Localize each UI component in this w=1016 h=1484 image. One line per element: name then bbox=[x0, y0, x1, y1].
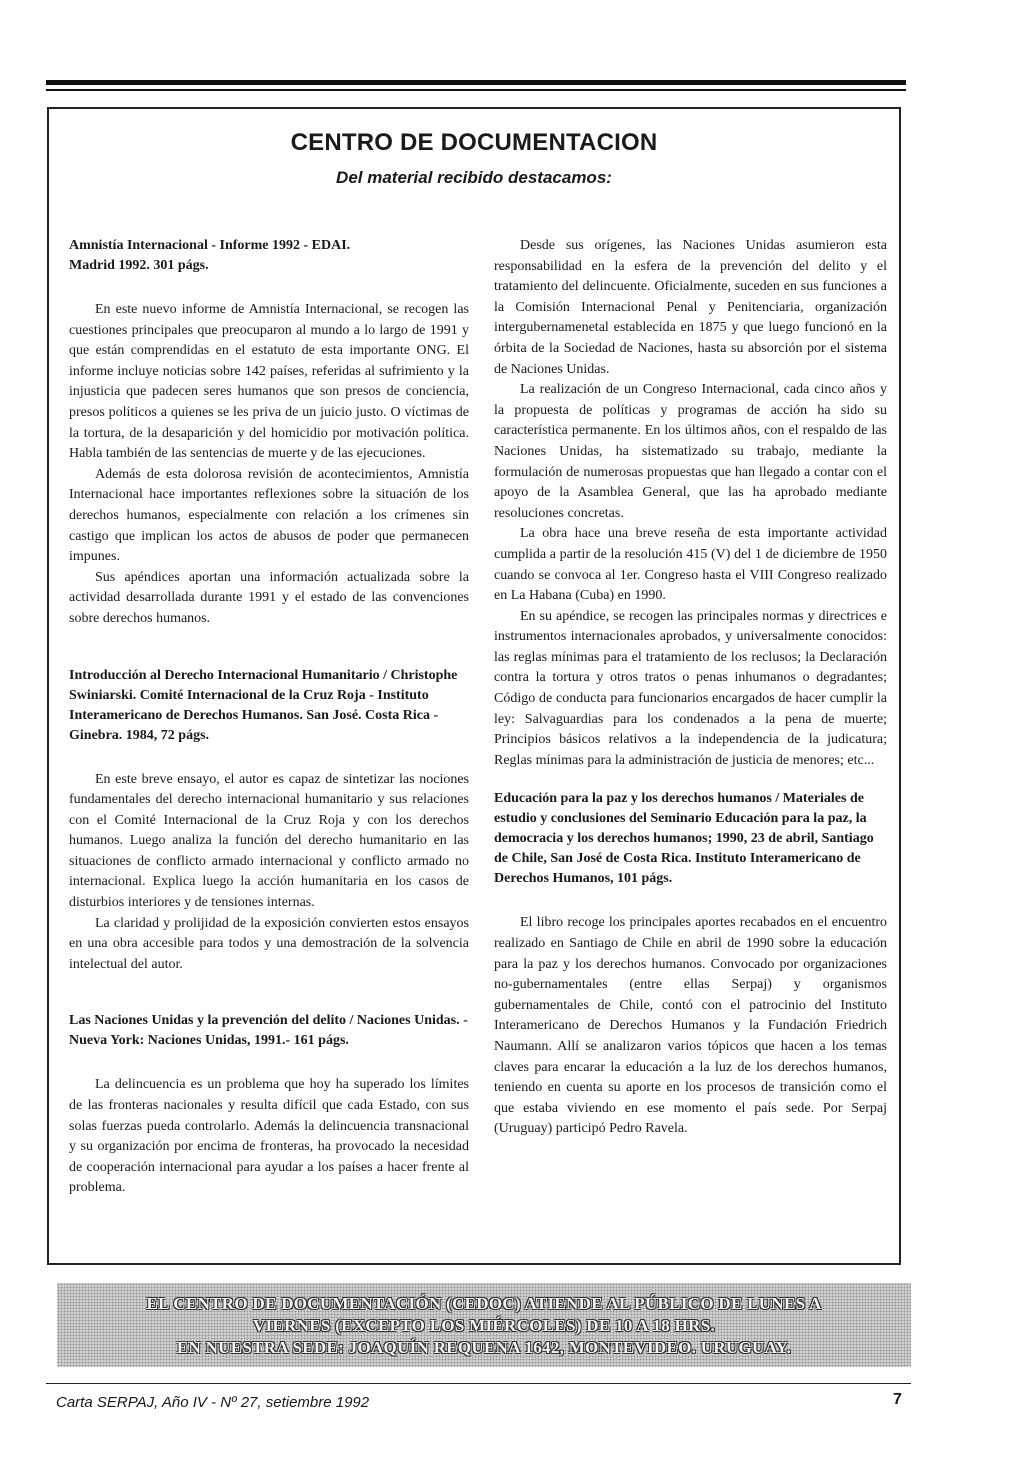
entry-paragraph: La claridad y prolijidad de la exposición convierten estos ensayos en una obra accesible para todos y una demostración de la solvencia intelectual del autor. bbox=[69, 915, 469, 972]
entry-paragraph: Desde sus orígenes, las Naciones Unidas asumieron esta responsabilidad en la esfera de la prevención del delito y el tratamiento del delincuente. Oficialmente, suceden en sus funciones a la Comisión Internacional Penal y Penitenciaria, organización intergubernamenetal establecida en 1875 y que luego funcionó en la órbita de la Sociedad de Naciones, hasta su absorción por el sistema de Naciones Unidas. bbox=[494, 238, 887, 377]
book-entry-derecho-humanitario bbox=[69, 666, 469, 976]
entry-heading: Las Naciones Unidas y la prevención del delito / Naciones Unidas. - Nueva York: Naciones Unidas, 1991.- 161 págs. bbox=[69, 1013, 468, 1049]
entry-paragraph: En este breve ensayo, el autor es capaz de sintetizar las nociones fundamentales del derecho internacional humanitario y sus relaciones con el Comité Internacional de la Cruz Roja y con los derechos humanos. Luego analiza la función del derecho humanitario en las situaciones de conflicto armado internacional y conflicto armado no internacional. Explica luego la acción humanitaria en los casos de disturbios interiores y de tensiones internas. bbox=[69, 771, 469, 911]
entry-paragraph: Además de esta dolorosa revisión de acontecimientos, Amnistía Internacional hace importantes reflexiones sobre la situación de los derechos humanos, especialmente con relación a los crímenes sin castigo que implican los actos de abusos de poder que permanecen impunes. bbox=[69, 466, 469, 565]
entry-paragraph: La obra hace una breve reseña de esta importante actividad cumplida a partir de la resolución 415 (V) del 1 de diciembre de 1950 cuando se convoca al 1er. Congreso hasta el VIII Congreso realizado en La Habana (Cuba) en 1990. bbox=[494, 526, 887, 604]
entry-heading: Introducción al Derecho Internacional Humanitario / Christophe Swiniarski. Comité Internacional de la Cruz Roja - Instituto Interamericano de Derechos Humanos. San José. Costa Rica - Ginebra. 1984, 72 págs. bbox=[69, 667, 458, 743]
entry-paragraph: El libro recoge los principales aportes recabados en el encuentro realizado en Santiago de Chile en abril de 1990 sobre la educación para la paz y los derechos humanos. Convocado por organizaciones no-gubernamentales (entre ellas Serpaj) y organismos gubernamentales de Chile, contó con el patrocinio del Instituto Interamericano de Derechos Humanos y la Fundación Friedrich Naumann. Allí se analizaron varios tópicos que hacen a los temas claves para encarar la educación a la luz de los derechos humanos, teniendo en cuenta su aporte en los procesos de transición como el que estaba viviendo en ese momento el país sede. Por Serpaj (Uruguay) participó Pedro Ravela. bbox=[494, 915, 887, 1137]
entry-paragraph: Sus apéndices aportan una información actualizada sobre la actividad desarrollada durante 1991 y el estado de las convenciones sobre derechos humanos. bbox=[69, 569, 469, 626]
document-frame bbox=[47, 107, 901, 1265]
entry-heading-line: Amnistía Internacional - Informe 1992 - EDAI. bbox=[69, 238, 351, 253]
page-number: 7 bbox=[893, 1391, 902, 1408]
page-title: CENTRO DE DOCUMENTACION bbox=[290, 129, 658, 156]
book-entry-naciones-unidas-continued bbox=[494, 236, 887, 771]
entry-paragraph: La realización de un Congreso Internacional, cada cinco años y la propuesta de políticas y programas de acción ha sido su característica permanente. En los últimos años, con el respaldo de las Naciones Unidas, ha sistematizado su trabajo, mediante la formulación de numerosas propuestas que han llegado a contar con el apoyo de la Asamblea General, que las ha aprobado mediante resoluciones concretas. bbox=[494, 382, 887, 521]
page-subtitle: Del material recibido destacamos: bbox=[336, 168, 612, 187]
entry-paragraph: En su apéndice, se recogen las principales normas y directrices e instrumentos internacionales aprobados, y universalmente conocidos: las reglas mínimas para el tratamiento de los reclusos; la Declaración contra la tortura y otros tratos o penas inhumanos o degradantes; Código de conducta para funcionarios encargados de hacer cumplir la ley: Salvaguardias para los condenados a la pena de muerte; Principios básicos relativos a la independencia de la judicatura; Reglas mínimas para la administración de justicia de menores; etc... bbox=[494, 608, 887, 768]
book-entry-naciones-unidas bbox=[69, 1011, 469, 1199]
banner-line: EN NUESTRA SEDE: JOAQUÍN REQUENA 1642, MONTEVIDEO. URUGUAY. bbox=[176, 1338, 792, 1357]
footer-rule bbox=[46, 1383, 911, 1384]
left-column bbox=[69, 236, 469, 1199]
entry-paragraph: En este nuevo informe de Amnistía Internacional, se recogen las cuestiones principales que preocuparon al mundo a lo largo de 1991 y que están comprendidas en el estatuto de esta importante ONG. El informe incluye noticias sobre 142 países, referidas al sufrimiento y la injusticia que padecen seres humanos que son presos de conciencia, presos políticos a quienes se les priva de un juicio justo. O víctimas de la tortura, de la desaparición y del homicidio por motivación política. Habla también de las sentencias de muerte y de las ejecuciones. bbox=[69, 302, 469, 462]
top-rule-thin bbox=[46, 89, 906, 91]
right-column bbox=[494, 236, 887, 1140]
banner-line: VIERNES (EXCEPTO LOS MIÉRCOLES) DE 10 A 18 HRS. bbox=[252, 1316, 716, 1335]
entry-heading bbox=[69, 236, 469, 276]
entry-heading-line: Madrid 1992. 301 págs. bbox=[69, 258, 209, 273]
book-entry-educacion-paz bbox=[494, 789, 887, 1140]
book-entry-amnistia bbox=[69, 236, 469, 630]
banner-line: EL CENTRO DE DOCUMENTACIÓN (CEDOC) ATIENDE AL PÚBLICO DE LUNES A bbox=[146, 1294, 822, 1313]
entry-heading: Educación para la paz y los derechos humanos / Materiales de estudio y conclusiones del Seminario Educación para la paz, la democracia y los derechos humanos; 1990, 23 de abril, Santiago de Chile, San José de Costa Rica. Instituto Interamericano de Derechos Humanos, 101 págs. bbox=[494, 791, 874, 887]
top-rule-thick bbox=[46, 80, 906, 85]
cedoc-notice-banner bbox=[57, 1283, 911, 1367]
entry-paragraph: La delincuencia es un problema que hoy ha superado los límites de las fronteras nacionales y resulta difícil que cada Estado, con sus solas fuerzas pueda controlarlo. Además la delincuencia transnacional y su organización por encima de fronteras, ha provocado la necesidad de cooperación internacional para ayudar a los países a hacer frente al problema. bbox=[69, 1077, 469, 1196]
publication-footer: Carta SERPAJ, Año IV - Nº 27, setiembre 1992 bbox=[56, 1394, 370, 1411]
